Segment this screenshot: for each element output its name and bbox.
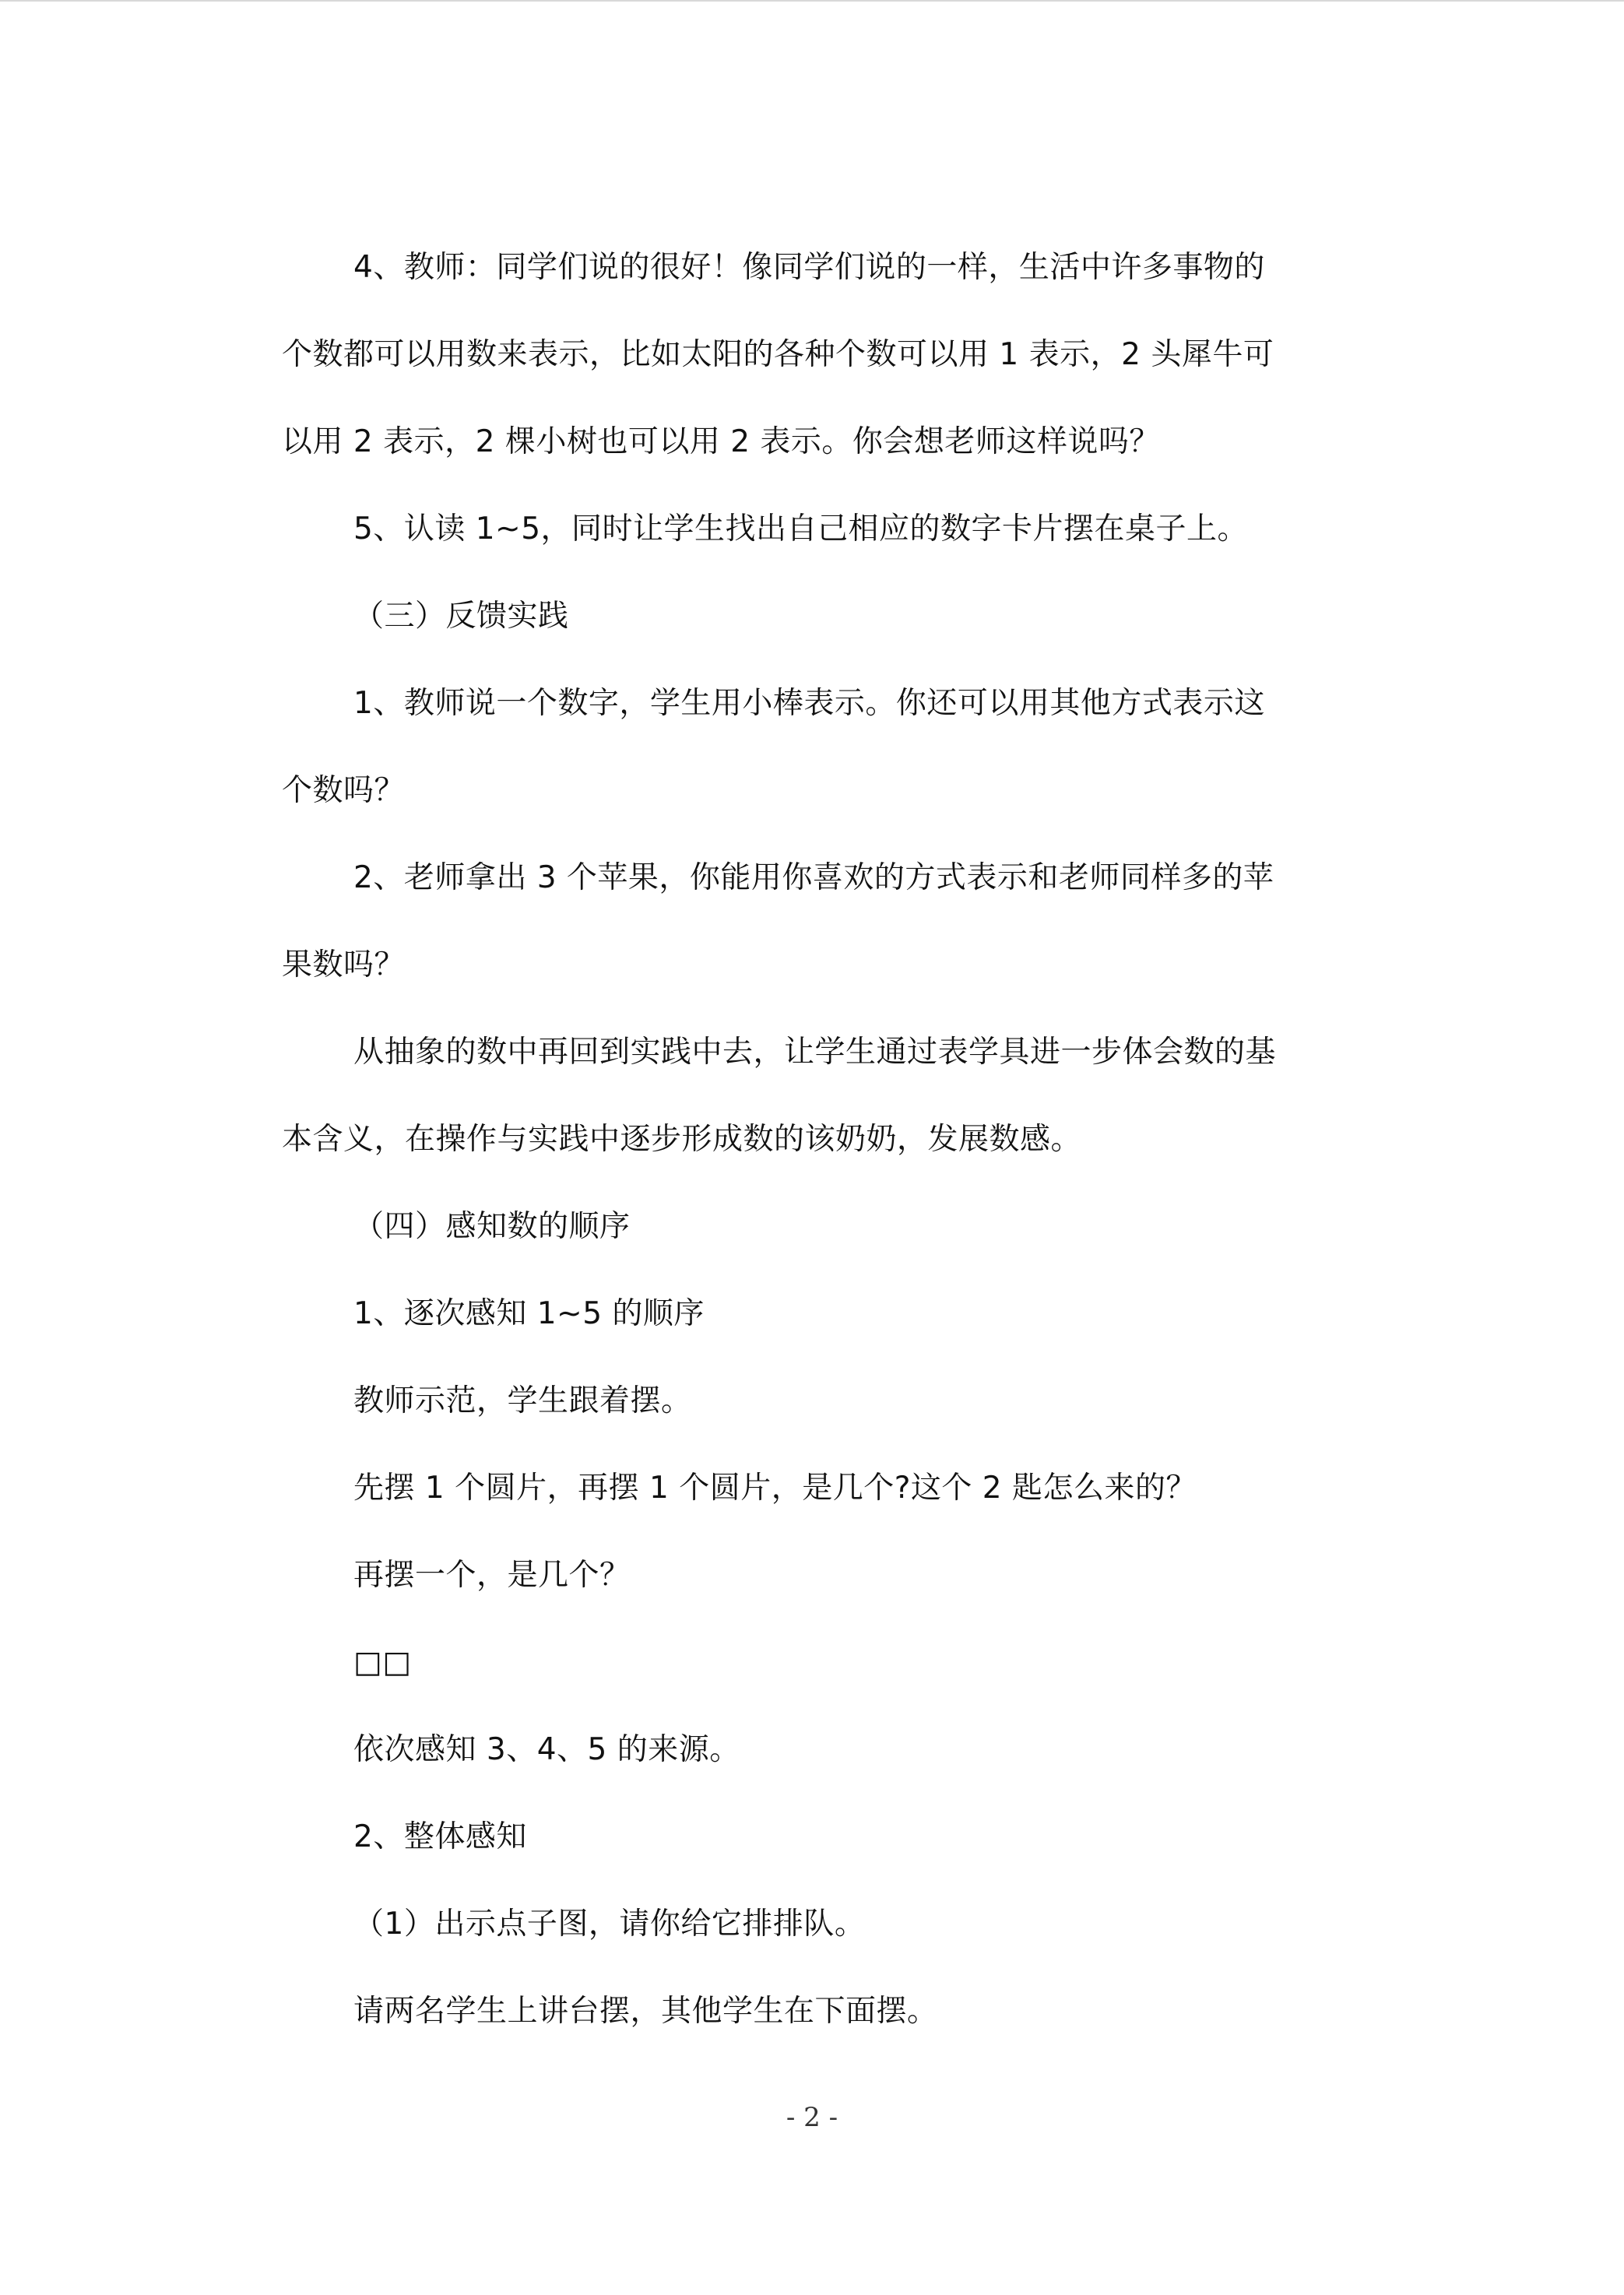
paragraph-line: 5、认读 1~5，同时让学生找出自己相应的数字卡片摆在桌子上。: [353, 511, 1249, 547]
paragraph-line: 本含义，在操作与实践中逐步形成数的该奶奶，发展数感。: [282, 1122, 1082, 1157]
placeholder-boxes: □□: [353, 1645, 412, 1680]
paragraph-line: 先摆 1 个圆片，再摆 1 个圆片，是几个?这个 2 匙怎么来的？: [353, 1471, 1197, 1506]
paragraph-line: 4、教师：同学们说的很好！像同学们说的一样，生活中许多事物的: [353, 250, 1265, 285]
paragraph-line: 从抽象的数中再回到实践中去，让学生通过表学具进一步体会数的基: [353, 1035, 1277, 1070]
paragraph-line: 再摆一个，是几个？: [353, 1558, 631, 1593]
paragraph-line: 1、逐次感知 1~5 的顺序: [353, 1296, 705, 1331]
paragraph-line: 个数吗？: [282, 773, 406, 808]
page-number: - 2 -: [786, 2102, 838, 2133]
paragraph-line: 2、整体感知: [353, 1819, 527, 1854]
paragraph-line: 1、教师说一个数字，学生用小棒表示。你还可以用其他方式表示这: [353, 686, 1265, 721]
paragraph-line: （1）出示点子图，请你给它排排队。: [353, 1907, 866, 1942]
paragraph-line: 请两名学生上讲台摆，其他学生在下面摆。: [353, 1994, 938, 2029]
section-heading: （四）感知数的顺序: [353, 1209, 631, 1244]
paragraph-line: 个数都可以用数来表示，比如太阳的各种个数可以用 1 表示，2 头犀牛可: [282, 337, 1274, 372]
paragraph-line: 依次感知 3、4、5 的来源。: [353, 1732, 740, 1767]
page-top-edge: [0, 0, 1624, 2]
paragraph-line: 2、老师拿出 3 个苹果，你能用你喜欢的方式表示和老师同样多的苹: [353, 860, 1274, 895]
paragraph-line: 教师示范，学生跟着摆。: [353, 1383, 692, 1418]
section-heading: （三）反馈实践: [353, 599, 569, 634]
paragraph-line: 以用 2 表示，2 棵小树也可以用 2 表示。你会想老师这样说吗？: [282, 424, 1160, 459]
paragraph-line: 果数吗？: [282, 947, 406, 982]
